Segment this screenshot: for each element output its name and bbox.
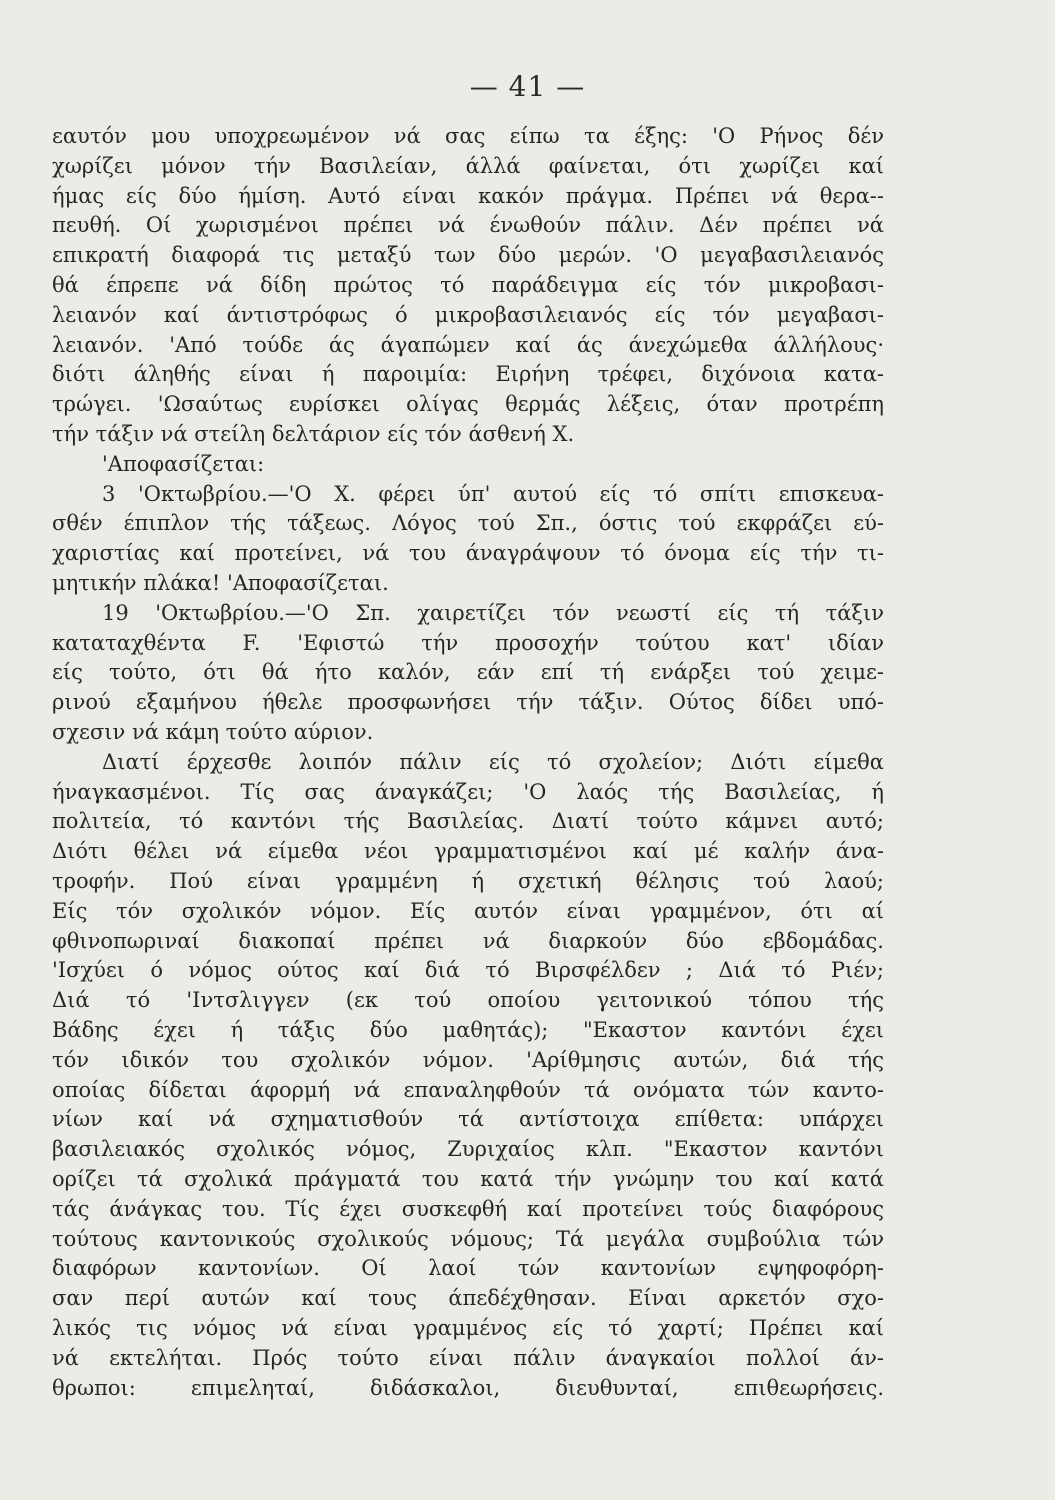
text-line: χωρίζει μόνον τήν Βασιλείαν, άλλά φαίνεται, ότι χωρίζει καί (52, 154, 884, 178)
text-line: Διατί έρχεσθε λοιπόν πάλιν είς τό σχολείον; Διότι είμεθα (102, 750, 884, 774)
text-line: επικρατή διαφορά τις μεταξύ των δύο μερών. 'Ο μεγαβασιλειανός (52, 243, 884, 267)
text-line: λικός τις νόμος νά είναι γραμμένος είς τό χαρτί; Πρέπει καί (52, 1316, 884, 1340)
text-line: ρινού εξαμήνου ήθελε προσφωνήσει τήν τάξιν. Ούτος δίδει υπό- (52, 690, 884, 714)
text-line: σθέν έπιπλον τής τάξεως. Λόγος τού Σπ., όστις τού εκφράζει εύ- (52, 511, 884, 535)
text-line: πολιτεία, τό καντόνι τής Βασιλείας. Διατί τούτο κάμνει αυτό; (52, 809, 884, 833)
text-line: θά έπρεπε νά δίδη πρώτος τό παράδειγμα είς τόν μικροβασι- (52, 273, 884, 297)
page-number: — 41 — (469, 70, 586, 103)
text-line: λειανόν καί άντιστρόφως ό μικροβασιλειανός είς τόν μεγαβασι- (52, 303, 884, 327)
text-line: Διά τό 'Ιντσλιγγεν (εκ τού οποίου γειτονικού τόπου τής (52, 988, 884, 1012)
text-line: τάς άνάγκας του. Τίς έχει συσκεφθή καί προτείνει τούς διαφόρους (52, 1197, 884, 1221)
text-line: νίων καί νά σχηματισθούν τά αντίστοιχα επίθετα: υπάρχει (52, 1107, 884, 1131)
text-line: διότι άληθής είναι ή παροιμία: Ειρήνη τρέφει, διχόνοια κατα- (52, 362, 884, 386)
text-line: καταταχθέντα F. 'Εφιστώ τήν προσοχήν τούτου κατ' ιδίαν (52, 631, 884, 655)
text-line: τόν ιδικόν του σχολικόν νόμον. 'Αρίθμησις αυτών, διά τής (52, 1048, 884, 1072)
text-line: τήν τάξιν νά στείλη δελτάριον είς τόν άσθενή Χ. (52, 422, 575, 446)
text-line: λειανόν. 'Από τούδε άς άγαπώμεν καί άς άνεχώμεθα άλλήλους· (52, 333, 884, 357)
text-line: 'Αποφασίζεται: (102, 452, 265, 476)
text-line: σχεσιν νά κάμη τούτο αύριον. (52, 720, 374, 744)
text-line: ήναγκασμένοι. Τίς σας άναγκάζει; 'Ο λαός τής Βασιλείας, ή (52, 780, 884, 804)
text-line: φθινοπωριναί διακοπαί πρέπει νά διαρκούν δύο εβδομάδας. (52, 929, 884, 953)
text-line: Διότι θέλει νά είμεθα νέοι γραμματισμένοι καί μέ καλήν άνα- (52, 839, 884, 863)
text-line: είς τούτο, ότι θά ήτο καλόν, εάν επί τή ενάρξει τού χειμε- (52, 660, 884, 684)
text-line: Βάδης έχει ή τάξις δύο μαθητάς); "Εκαστον καντόνι έχει (52, 1018, 884, 1042)
text-line: τούτους καντονικούς σχολικούς νόμους; Τά μεγάλα συμβούλια τών (52, 1227, 884, 1251)
text-line: διαφόρων καντονίων. Οί λαοί τών καντονίων εψηφοφόρη- (52, 1256, 884, 1280)
text-line: 'Ισχύει ό νόμος ούτος καί διά τό Βιρσφέλδεν ; Διά τό Ριέν; (52, 958, 884, 982)
text-line: εαυτόν μου υποχρεωμένον νά σας είπω τα έξης: 'Ο Ρήνος δέν (52, 124, 884, 148)
text-line: νά εκτελήται. Πρός τούτο είναι πάλιν άναγκαίοι πολλοί άν- (52, 1346, 884, 1370)
text-line: ήμας είς δύο ήμίση. Αυτό είναι κακόν πράγμα. Πρέπει νά θερα-- (52, 184, 884, 208)
text-line: τρώγει. 'Ωσαύτως ευρίσκει ολίγας θερμάς λέξεις, όταν προτρέπη (52, 392, 884, 416)
text-line: ορίζει τά σχολικά πράγματά του κατά τήν γνώμην του καί κατά (52, 1167, 884, 1191)
text-line: βασιλειακός σχολικός νόμος, Ζυριχαίος κλπ. "Εκαστον καντόνι (52, 1137, 884, 1161)
text-line: μητικήν πλάκα! 'Αποφασίζεται. (52, 571, 389, 595)
text-line: 3 'Οκτωβρίου.—'Ο Χ. φέρει ύπ' αυτού είς τό σπίτι επισκευα- (102, 482, 884, 506)
text-line: θρωποι: επιμεληταί, διδάσκαλοι, διευθυνταί, επιθεωρήσεις. (52, 1376, 884, 1400)
text-line: πευθή. Οί χωρισμένοι πρέπει νά ένωθούν πάλιν. Δέν πρέπει νά (52, 213, 884, 237)
text-line: χαριστίας καί προτείνει, νά του άναγράψουν τό όνομα είς τήν τι- (52, 541, 884, 565)
text-line: Είς τόν σχολικόν νόμον. Είς αυτόν είναι γραμμένον, ότι αί (52, 899, 884, 923)
text-line: 19 'Οκτωβρίου.—'Ο Σπ. χαιρετίζει τόν νεωστί είς τή τάξιν (102, 601, 884, 625)
text-line: σαν περί αυτών καί τους άπεδέχθησαν. Είναι αρκετόν σχο- (52, 1286, 884, 1310)
text-line: οποίας δίδεται άφορμή νά επαναληφθούν τά ονόματα τών καντο- (52, 1078, 884, 1102)
text-line: τροφήν. Πού είναι γραμμένη ή σχετική θέλησις τού λαού; (52, 869, 884, 893)
